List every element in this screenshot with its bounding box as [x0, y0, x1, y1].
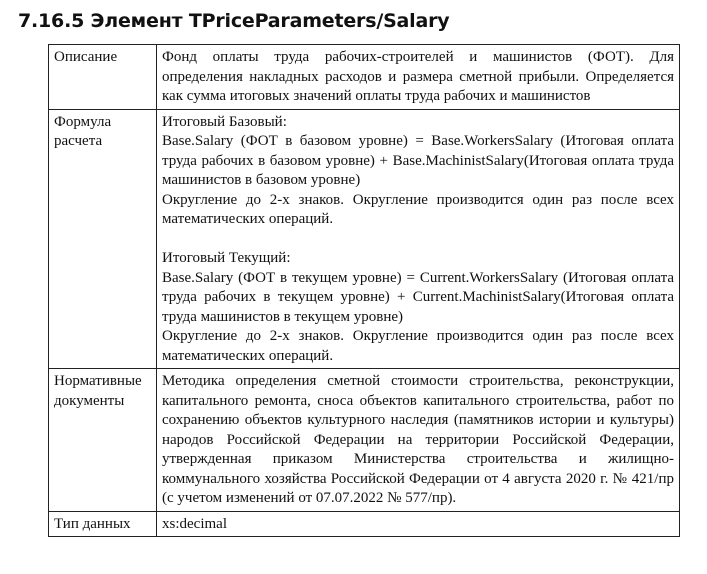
formula-base-rounding: Округление до 2-х знаков. Округление производится один раз после всех математических операций.	[162, 191, 674, 227]
paragraph-gap	[162, 230, 674, 250]
value-description: Фонд оплаты труда рабочих-строителей и машинистов (ФОТ). Для определения накладных расходов и размера сметной прибыли. Определяется как сумма итоговых значений оплаты труда рабочих и машинистов	[157, 45, 680, 110]
table-row-description	[49, 45, 680, 110]
table-row-formula	[49, 109, 680, 369]
formula-current-rounding: Округление до 2-х знаков. Округление производится один раз после всех математических операций.	[162, 328, 674, 364]
formula-base-expression: Base.Salary (ФОТ в базовом уровне) = Base.WorkersSalary (Итоговая оплата труда рабочих в базовом уровне) + Base.MachinistSalary(Итоговая оплата труда машинистов в базовом уровне)	[162, 133, 674, 188]
label-data-type: Тип данных	[49, 511, 157, 537]
value-normative-docs: Методика определения сметной стоимости строительства, реконструкции, капитального ремонта, сноса объектов капитального строительства, работ по сохранению объектов культурного наследия (памятников истории и культуры) народов Российской Федерации на территории Российской Федерации, утвержденная приказом Министерства строительства и жилищно-коммунального хозяйства Российской Федерации от 4 августа 2020 г. № 421/пр (с учетом изменений от 07.07.2022 № 577/пр).	[157, 369, 680, 512]
table-row-normative-docs	[49, 369, 680, 512]
table-row-data-type	[49, 511, 680, 537]
formula-current-expression: Base.Salary (ФОТ в текущем уровне) = Current.WorkersSalary (Итоговая оплата труда рабочих в текущем уровне) + Current.MachinistSalary(Итоговая оплата труда машинистов в текущем уровне)	[162, 269, 674, 325]
value-data-type: xs:decimal	[157, 511, 680, 537]
label-formula: Формула расчета	[49, 109, 157, 369]
formula-base-title: Итоговый Базовый:	[162, 113, 287, 130]
spec-table	[48, 44, 680, 537]
formula-current-title: Итоговый Текущий:	[162, 250, 291, 266]
label-description: Описание	[49, 45, 157, 110]
label-normative-docs: Нормативные документы	[49, 369, 157, 512]
value-formula	[157, 109, 680, 369]
section-heading: 7.16.5 Элемент TPriceParameters/Salary	[18, 10, 450, 32]
